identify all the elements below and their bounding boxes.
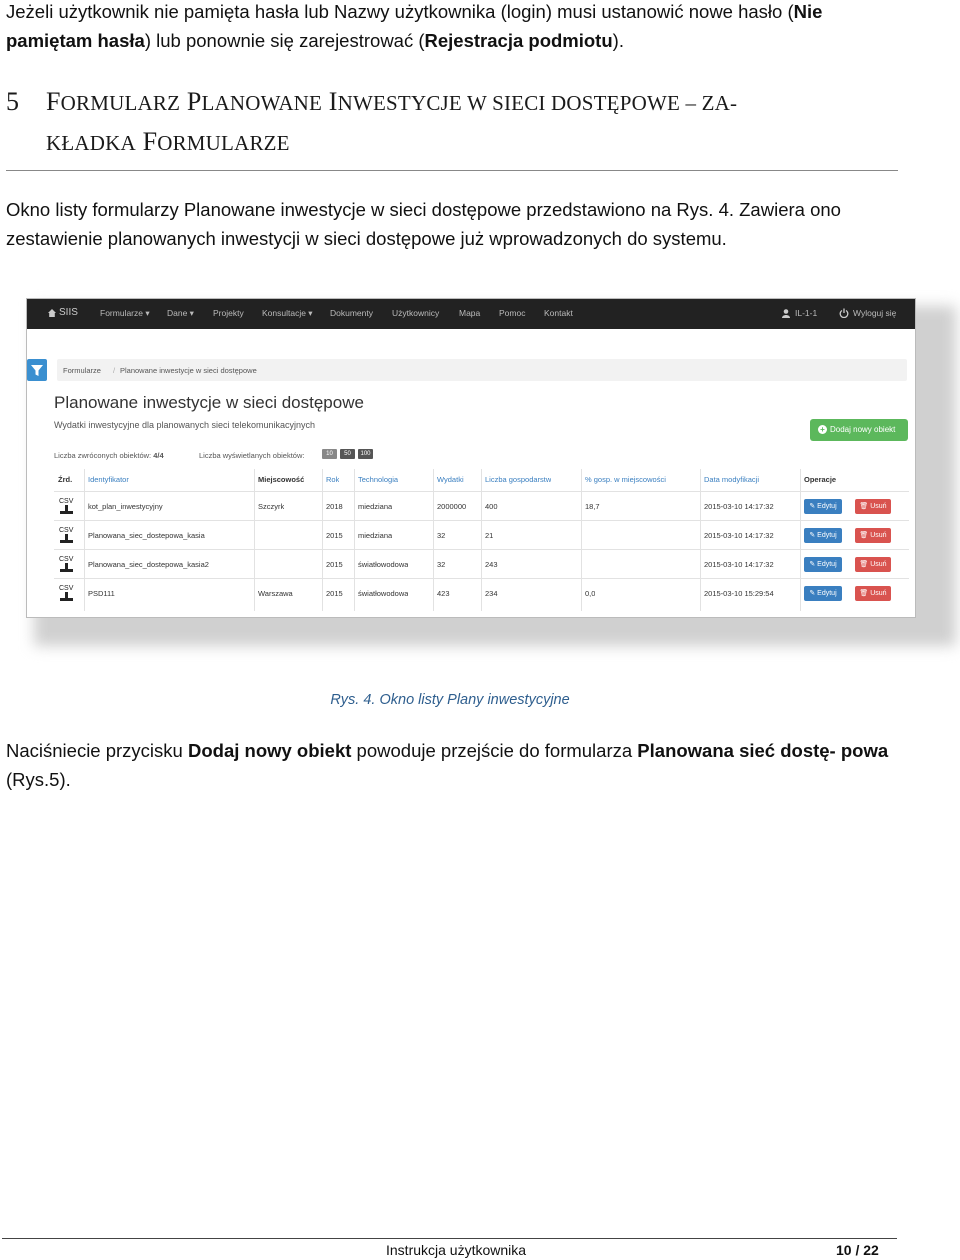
header-col-data-modyfikacji[interactable]: Data modyfikacji [704, 475, 760, 484]
cell-rok: 2015 [326, 589, 343, 598]
nav-item-dokumenty[interactable]: Dokumenty [330, 308, 373, 318]
line1-initial-2: I [328, 87, 338, 116]
intro-text-2: ) lub ponownie się zarejestrować ( [144, 30, 425, 51]
table-row [54, 549, 909, 578]
nav-item-mapa[interactable]: Mapa [459, 308, 481, 318]
line2-word-1: ORMULARZE [157, 131, 290, 155]
cell-identyfikator: Planowana_siec_dostepowa_kasia2 [88, 560, 209, 569]
add-new-object-button[interactable] [810, 419, 908, 441]
line1-initial-0: F [46, 87, 61, 116]
table-row [54, 491, 909, 520]
header-col-wydatki[interactable]: Wydatki [437, 475, 464, 484]
cell-miejscowosc: Szczyrk [258, 502, 285, 511]
count-value: 4/4 [153, 451, 164, 460]
navbar [27, 299, 915, 329]
cell-identyfikator: Planowana_siec_dostepowa_kasia [88, 531, 205, 540]
cell-rok: 2018 [326, 502, 343, 511]
header-col-liczba-gospodarstw[interactable]: Liczba gospodarstw [485, 475, 552, 484]
cell-wydatki: 32 [437, 560, 446, 569]
filter-icon[interactable] [27, 359, 47, 381]
cell-rok: 2015 [326, 531, 343, 540]
figure-caption: Rys. 4. Okno listy Plany inwestycyjne [330, 692, 570, 708]
add-button-label: Dodaj nowy obiekt [830, 425, 896, 434]
cell-data-modyfikacji: 2015-03-10 14:17:32 [704, 560, 774, 569]
header-col-source: Źrd. [58, 475, 73, 484]
delete-button[interactable]: 🗑 Usuń [855, 499, 891, 514]
cell-liczba-gospodarstw: 243 [485, 560, 498, 569]
cell-technologia: światłowodowa [358, 589, 409, 598]
csv-file-icon [58, 496, 74, 516]
breadcrumb-item-formularze[interactable]: Formularze [63, 366, 101, 375]
nav-item-uzytkownicy[interactable]: Użytkownicy [392, 308, 440, 318]
header-col-miejscowosc: Miejscowość [258, 475, 305, 484]
cell-procent-gosp: 0,0 [585, 589, 596, 598]
header-col-technologia[interactable]: Technologia [358, 475, 399, 484]
per-page-option-100[interactable]: 100 [358, 449, 373, 459]
nav-item-dane[interactable]: Dane ▾ [167, 308, 194, 318]
after-text-3: (Rys.5). [6, 769, 71, 790]
cell-data-modyfikacji: 2015-03-10 15:29:54 [704, 589, 774, 598]
after-bold-form-name: Planowana sieć dostę- powa [637, 740, 889, 761]
header-col-procent-gosp[interactable]: % gosp. w miejscowości [585, 475, 666, 484]
delete-button[interactable]: 🗑 Usuń [855, 557, 891, 572]
cell-data-modyfikacji: 2015-03-10 14:17:32 [704, 531, 774, 540]
edit-button[interactable]: ✎ Edytuj [804, 586, 842, 601]
csv-file-icon [58, 525, 74, 545]
svg-text:CSV: CSV [59, 527, 74, 534]
line1-word-0: ORMULARZ [60, 91, 181, 115]
cell-procent-gosp: 18,7 [585, 502, 600, 511]
nav-item-projekty[interactable]: Projekty [213, 308, 244, 318]
cell-identyfikator: kot_plan_inwestycyjny [88, 502, 163, 511]
line1-initial-1: P [186, 87, 202, 116]
breadcrumb-item-current: Planowane inwestycje w sieci dostępowe [120, 366, 257, 375]
cell-liczba-gospodarstw: 21 [485, 531, 494, 540]
user-icon [782, 309, 790, 318]
edit-button[interactable]: ✎ Edytuj [804, 499, 842, 514]
nav-item-konsultacje[interactable]: Konsultacje ▾ [262, 308, 313, 318]
svg-text:CSV: CSV [59, 556, 74, 563]
section-heading-line-2 [46, 127, 290, 157]
delete-button[interactable]: 🗑 Usuń [855, 586, 891, 601]
edit-button[interactable]: ✎ Edytuj [804, 557, 842, 572]
cell-technologia: światłowodowa [358, 560, 409, 569]
csv-file-icon [58, 583, 74, 603]
cell-miejscowosc: Warszawa [258, 589, 293, 598]
nav-item-formularze[interactable]: Formularze ▾ [100, 308, 150, 318]
line1-word-1: LANOWANE [201, 91, 323, 115]
edit-button[interactable]: ✎ Edytuj [804, 528, 842, 543]
intro-text-3: ). [612, 30, 624, 51]
footer-title: Instrukcja użytkownika [386, 1242, 527, 1258]
cell-liczba-gospodarstw: 400 [485, 502, 498, 511]
description-paragraph: Okno listy formularzy Planowane inwestycje w sieci dostępowe przedstawiono na Rys. 4. Zawiera ono zestawienie planowanych inwestycji w sieci dostępowe już wprowadzonych do systemu. [6, 199, 841, 249]
cell-technologia: miedziana [358, 502, 393, 511]
page-title: Planowane inwestycje w sieci dostępowe [54, 393, 364, 412]
line2-word-0: KŁADKA [46, 131, 136, 155]
footer-page-number: 10 / 22 [836, 1242, 879, 1258]
line1-word-2: NWESTYCJE W SIECI DOSTĘPOWE – ZA- [337, 91, 738, 115]
intro-paragraph [6, 0, 906, 55]
header-col-identyfikator[interactable]: Identyfikator [88, 475, 129, 484]
cell-identyfikator: PSD111 [88, 589, 115, 598]
svg-text:CSV: CSV [59, 585, 74, 592]
home-icon [48, 309, 56, 317]
cell-rok: 2015 [326, 560, 343, 569]
footer-divider [2, 1238, 897, 1239]
table-row [54, 520, 909, 549]
plus-circle-icon: + [818, 425, 827, 434]
nav-item-pomoc[interactable]: Pomoc [499, 308, 526, 318]
breadcrumb-separator: / [113, 366, 116, 375]
per-page-option-50[interactable]: 50 [340, 449, 355, 459]
after-bold-add-button: Dodaj nowy obiekt [187, 740, 352, 761]
header-col-operacje: Operacje [804, 475, 837, 484]
after-text-2: powoduje przejście do formularza [351, 740, 638, 761]
intro-bold-registration: Rejestracja podmiotu [424, 30, 613, 51]
section-heading-line-1 [46, 87, 737, 117]
nav-user-name[interactable]: IL-1-1 [795, 308, 818, 318]
per-page-label: Liczba wyświetlanych obiektów: [199, 451, 305, 460]
header-col-rok[interactable]: Rok [326, 475, 340, 484]
after-text-1: Naciśniecie przycisku [6, 740, 188, 761]
svg-text:CSV: CSV [59, 498, 74, 505]
intro-bold-forgot-password: Nie pamiętam hasła [6, 1, 823, 51]
csv-file-icon [58, 554, 74, 574]
cell-data-modyfikacji: 2015-03-10 14:17:32 [704, 502, 774, 511]
logout-link[interactable]: Wyloguj się [853, 308, 897, 318]
app-screenshot [26, 298, 916, 618]
per-page-option-10[interactable]: 10 [322, 449, 337, 459]
nav-brand[interactable]: SIIS [59, 307, 78, 318]
nav-item-kontakt[interactable]: Kontakt [544, 308, 573, 318]
section-heading [6, 85, 898, 171]
delete-button[interactable]: 🗑 Usuń [855, 528, 891, 543]
line2-initial-1: F [142, 127, 158, 156]
count-label: Liczba zwróconych obiektów: [54, 451, 152, 460]
cell-wydatki: 32 [437, 531, 446, 540]
table-row [54, 578, 909, 607]
page-subtitle: Wydatki inwestycyjne dla planowanych sieci telekomunikacyjnych [54, 420, 316, 430]
result-counts [54, 451, 371, 460]
cell-wydatki: 2000000 [437, 502, 467, 511]
after-paragraph [6, 736, 906, 794]
breadcrumb [57, 359, 907, 381]
cell-technologia: miedziana [358, 531, 393, 540]
cell-wydatki: 423 [437, 589, 450, 598]
power-icon [839, 308, 849, 318]
table-header [54, 469, 909, 491]
cell-liczba-gospodarstw: 234 [485, 589, 498, 598]
intro-text-1: Jeżeli użytkownik nie pamięta hasła lub Nazwy użytkownika (login) musi ustanowić nowe hasło ( [6, 1, 794, 22]
section-number: 5 [6, 87, 19, 116]
